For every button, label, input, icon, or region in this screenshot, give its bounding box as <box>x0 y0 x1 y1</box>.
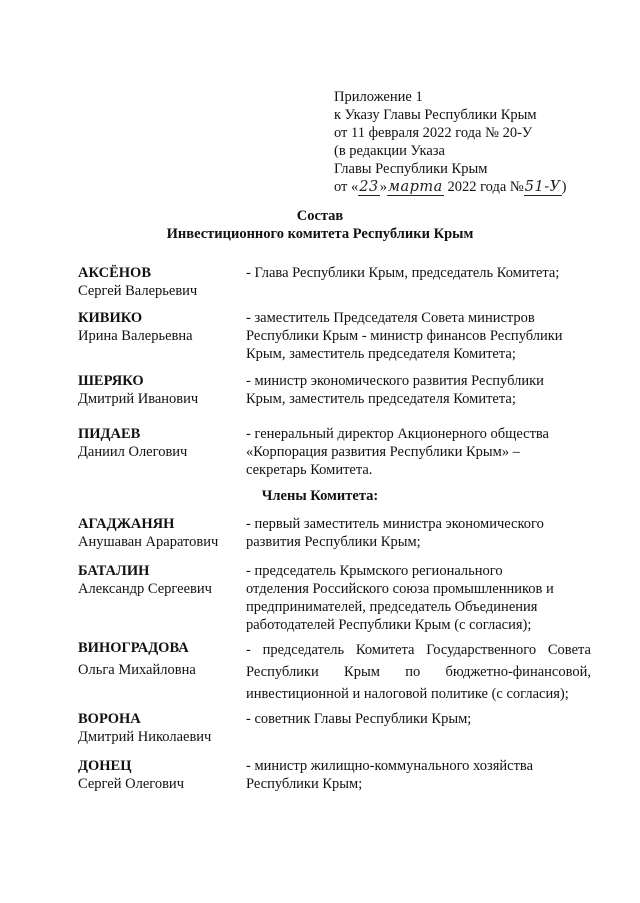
member-surname: ДОНЕЦ <box>78 758 132 774</box>
member-given-name: Сергей Олегович <box>78 776 184 792</box>
role-line: - первый заместитель министра экономического <box>246 516 544 532</box>
role-line: развития Республики Крым; <box>246 534 421 550</box>
member-given-name: Даниил Олегович <box>78 444 188 460</box>
appendix-line: Приложение 1 <box>334 89 423 105</box>
role-word: Республики <box>246 664 319 680</box>
handwritten-month: марта <box>387 179 443 195</box>
member-role <box>246 372 591 408</box>
member-given-name: Александр Сергеевич <box>78 581 212 597</box>
member-given-name: Сергей Валерьевич <box>78 283 198 299</box>
role-line: - министр экономического развития Республики <box>246 373 544 389</box>
role-word: председатель <box>262 642 345 658</box>
member-role <box>246 710 591 728</box>
member-surname: БАТАЛИН <box>78 563 150 579</box>
role-word: Совета <box>547 642 591 658</box>
role-line: Крым, заместитель председателя Комитета; <box>246 346 516 362</box>
role-line: - министр жилищно-коммунального хозяйства <box>246 758 534 774</box>
doc-title: Состав <box>296 208 344 224</box>
member-surname: ШЕРЯКО <box>78 373 144 389</box>
role-line: - генеральный директор Акционерного общества <box>246 426 549 442</box>
member-name <box>78 639 243 679</box>
doc-subtitle: Инвестиционного комитета Республики Крым <box>166 226 474 242</box>
role-line: предпринимателей, председатель Объединения <box>246 599 538 615</box>
role-line: - заместитель Председателя Совета министров <box>246 310 535 326</box>
role-line: «Корпорация развития Республики Крым» – <box>246 444 520 460</box>
member-given-name: Анушаван Араратович <box>78 534 219 550</box>
appendix-line: Главы Республики Крым <box>334 161 488 177</box>
role-line: отделения Российского союза промышленников и <box>246 581 554 597</box>
member-role <box>246 757 591 793</box>
role-word: по <box>405 664 421 680</box>
appendix-line: к Указу Главы Республики Крым <box>334 107 537 123</box>
appendix-header <box>334 88 624 196</box>
appendix-date-line <box>334 178 624 196</box>
member-name <box>78 562 243 598</box>
member-role <box>246 515 591 551</box>
member-surname: АКСЁНОВ <box>78 265 151 281</box>
role-line: Крым, заместитель председателя Комитета; <box>246 391 516 407</box>
handwritten-day: 23 <box>359 179 379 195</box>
appendix-line: (в редакции Указа <box>334 143 445 159</box>
role-line: инвестиционной и налоговой политике (с согласия); <box>246 686 569 702</box>
member-name <box>78 710 243 746</box>
role-line <box>246 661 591 683</box>
member-surname: ВИНОГРАДОВА <box>78 640 189 656</box>
member-surname: ПИДАЕВ <box>78 426 141 442</box>
role-word: - <box>246 642 251 658</box>
member-name <box>78 757 243 793</box>
role-line: - советник Главы Республики Крым; <box>246 711 472 727</box>
date-close: ) <box>561 179 567 195</box>
member-name <box>78 309 243 345</box>
role-line: работодателей Республики Крым (с согласия); <box>246 617 532 633</box>
date-day-close: » <box>379 179 387 195</box>
member-name <box>78 372 243 408</box>
member-surname: ВОРОНА <box>78 711 141 727</box>
role-word: бюджетно-финансовой, <box>445 664 591 680</box>
member-given-name: Дмитрий Николаевич <box>78 729 212 745</box>
member-role <box>246 562 591 634</box>
role-word: Государственного <box>426 642 537 658</box>
member-given-name: Дмитрий Иванович <box>78 391 199 407</box>
date-year-text: 2022 года № <box>443 179 524 195</box>
role-line: Республики Крым; <box>246 776 363 792</box>
role-line: секретарь Комитета. <box>246 462 373 478</box>
role-line <box>246 639 591 661</box>
member-surname: КИВИКО <box>78 310 143 326</box>
role-line: - председатель Крымского регионального <box>246 563 503 579</box>
member-role <box>246 309 591 363</box>
role-word: Крым <box>344 664 380 680</box>
member-given-name: Ирина Валерьевна <box>78 328 193 344</box>
handwritten-number: 51-У <box>524 179 561 195</box>
role-word: Комитета <box>355 642 415 658</box>
member-given-name: Ольга Михайловна <box>78 662 196 678</box>
member-name <box>78 515 243 551</box>
member-role <box>246 264 591 282</box>
member-surname: АГАДЖАНЯН <box>78 516 175 532</box>
member-name <box>78 264 243 300</box>
role-line: - Глава Республики Крым, председатель Комитета; <box>246 265 560 281</box>
appendix-line: от 11 февраля 2022 года № 20-У <box>334 125 533 141</box>
members-heading: Члены Комитета: <box>261 488 379 504</box>
date-prefix: от « <box>334 179 359 195</box>
role-line: Республики Крым - министр финансов Республики <box>246 328 563 344</box>
member-role <box>246 425 591 479</box>
member-name <box>78 425 243 461</box>
member-role <box>246 639 591 705</box>
